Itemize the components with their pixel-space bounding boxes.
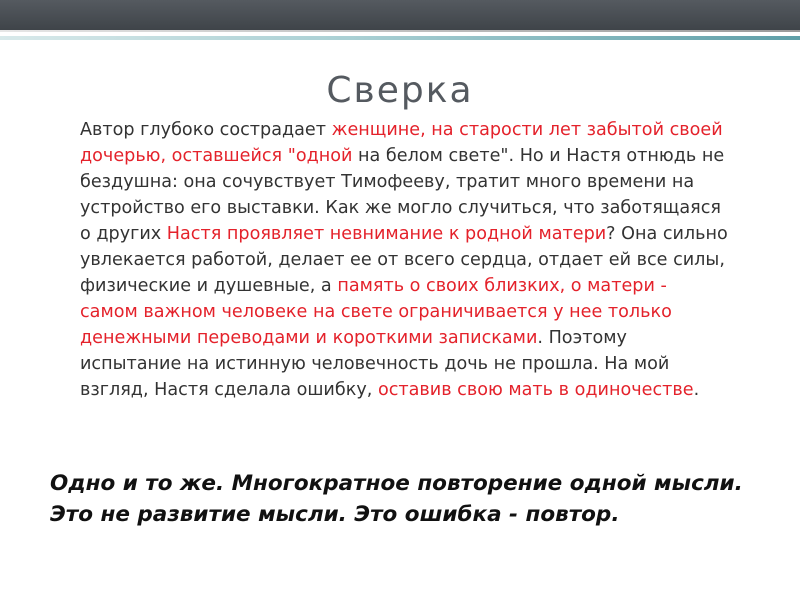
body-text-segment: . Поэтому испытание на истинную человечность дочь не прошла. На мой взгляд, Настя сделала ошибку, <box>80 328 670 400</box>
slide-title: Сверка <box>326 70 474 111</box>
highlighted-text: женщине, на старости лет забытой своей дочерью, оставшейся "одной <box>80 120 723 166</box>
accent-line <box>0 36 800 40</box>
top-bar <box>0 0 800 30</box>
highlighted-text: Настя проявляет невнимание к родной матери <box>166 224 607 244</box>
highlighted-text: оставив свою мать в одиночестве <box>377 380 694 400</box>
body-text-segment: . <box>693 380 700 400</box>
conclusion-text: Одно и то же. Многократное повторение одной мысли. Это не развитие мысли. Это ошибка - повтор. <box>50 471 743 527</box>
body-text-segment: ? Она сильно увлекается работой, делает ее от всего сердца, отдает ей все силы, физические и душевные, а <box>80 224 728 296</box>
highlighted-text: память о своих близких, о матери - самом важном человеке на свете ограничивается у нее только денежными переводами и короткими записками <box>80 276 672 348</box>
body-text-segment: Автор глубоко сострадает <box>80 120 332 140</box>
top-bar-shine <box>0 30 800 32</box>
body-text <box>80 117 728 403</box>
body-text-segment: на белом свете". Но и Настя отнюдь не бездушна: она сочувствует Тимофееву, тратит много времени на устройство его выставки. Как же могло случиться, что заботящаяся о других <box>80 146 725 244</box>
